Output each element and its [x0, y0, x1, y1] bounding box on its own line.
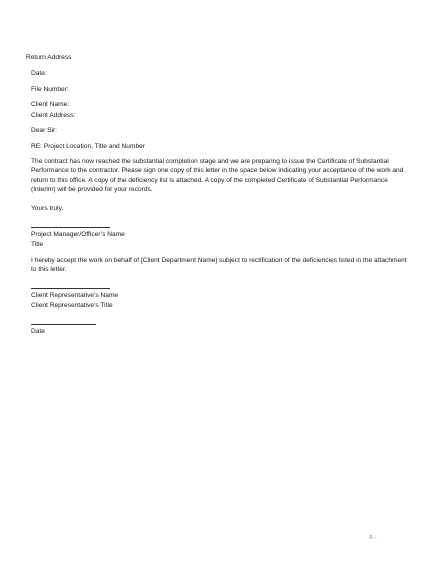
body-paragraph: The contract has now reached the substantial completion stage and we are preparing to issue the Certificate of Substantial Performance to the contractor. Please sign one copy of this letter in the space below indicating your acceptance of the work and return to this office. A copy of the deficiency list is attached. A copy of the completed Certificate of Substantial Performance (Interim) will be provided for your records.	[31, 158, 404, 194]
signer-title: Title	[31, 241, 44, 248]
re-line: RE: Project Location, Title and Number	[31, 143, 145, 150]
date-signature-line	[31, 324, 96, 325]
signer-name: Project Manager/Officer’s Name	[31, 231, 125, 238]
return-address: Return Address	[26, 54, 72, 61]
date-line: Date:	[31, 70, 47, 77]
client-rep-name: Client Representative’s Name	[31, 292, 119, 299]
date-label: Date	[31, 328, 45, 335]
client-address-line: Client Address:	[31, 112, 76, 119]
signature-line-client	[31, 288, 110, 289]
file-number-line: File Number:	[31, 86, 69, 93]
client-rep-title: Client Representative’s Title	[31, 302, 113, 309]
salutation: Dear Sir:	[31, 127, 58, 134]
acceptance-paragraph: I hereby accept the work on behalf of [Client Department Name] subject to rectification of the deficiencies listed in the attachment to this letter.	[31, 257, 407, 274]
signature-line-manager	[31, 227, 110, 228]
closing: Yours truly,	[31, 205, 64, 212]
page-footer: © -	[369, 535, 377, 541]
client-name-line: Client Name:	[31, 101, 70, 108]
